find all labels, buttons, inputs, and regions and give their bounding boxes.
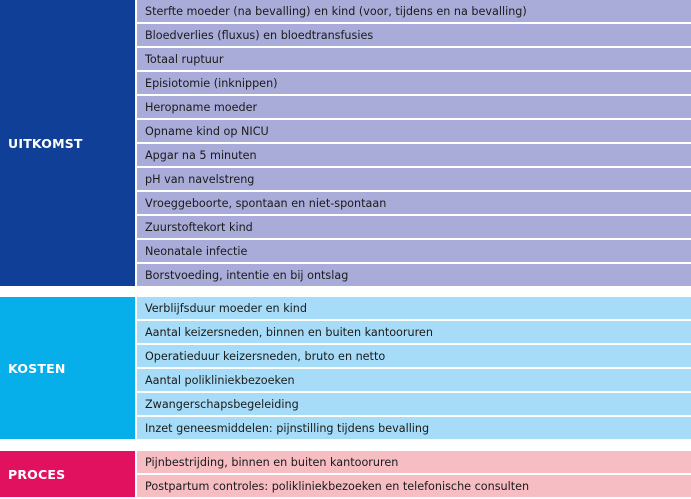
list-item: Sterfte moeder (na bevalling) en kind (voor, tijdens en na bevalling) (137, 0, 691, 22)
section-proces (0, 451, 691, 497)
list-item: Aantal polikliniekbezoeken (137, 369, 691, 391)
section-kosten (0, 297, 691, 439)
list-item: Opname kind op NICU (137, 120, 691, 142)
list-item: Neonatale infectie (137, 240, 691, 262)
item-list-proces (137, 451, 691, 499)
category-label-proces: PROCES (0, 451, 135, 497)
list-item: Zwangerschapsbegeleiding (137, 393, 691, 415)
list-item: Episiotomie (inknippen) (137, 72, 691, 94)
list-item: Totaal ruptuur (137, 48, 691, 70)
list-item: Heropname moeder (137, 96, 691, 118)
list-item: Vroeggeboorte, spontaan en niet-spontaan (137, 192, 691, 214)
category-label-uitkomst: UITKOMST (0, 0, 135, 286)
list-item: Aantal keizersneden, binnen en buiten kantooruren (137, 321, 691, 343)
list-item: Postpartum controles: polikliniekbezoeken en telefonische consulten (137, 475, 691, 497)
list-item: Bloedverlies (fluxus) en bloedtransfusies (137, 24, 691, 46)
list-item: Borstvoeding, intentie en bij ontslag (137, 264, 691, 286)
item-list-uitkomst (137, 0, 691, 288)
list-item: Zuurstoftekort kind (137, 216, 691, 238)
list-item: pH van navelstreng (137, 168, 691, 190)
list-item: Operatieduur keizersneden, bruto en netto (137, 345, 691, 367)
list-item: Verblijfsduur moeder en kind (137, 297, 691, 319)
list-item: Inzet geneesmiddelen: pijnstilling tijdens bevalling (137, 417, 691, 439)
list-item: Pijnbestrijding, binnen en buiten kantooruren (137, 451, 691, 473)
category-label-kosten: KOSTEN (0, 297, 135, 439)
item-list-kosten (137, 297, 691, 441)
list-item: Apgar na 5 minuten (137, 144, 691, 166)
